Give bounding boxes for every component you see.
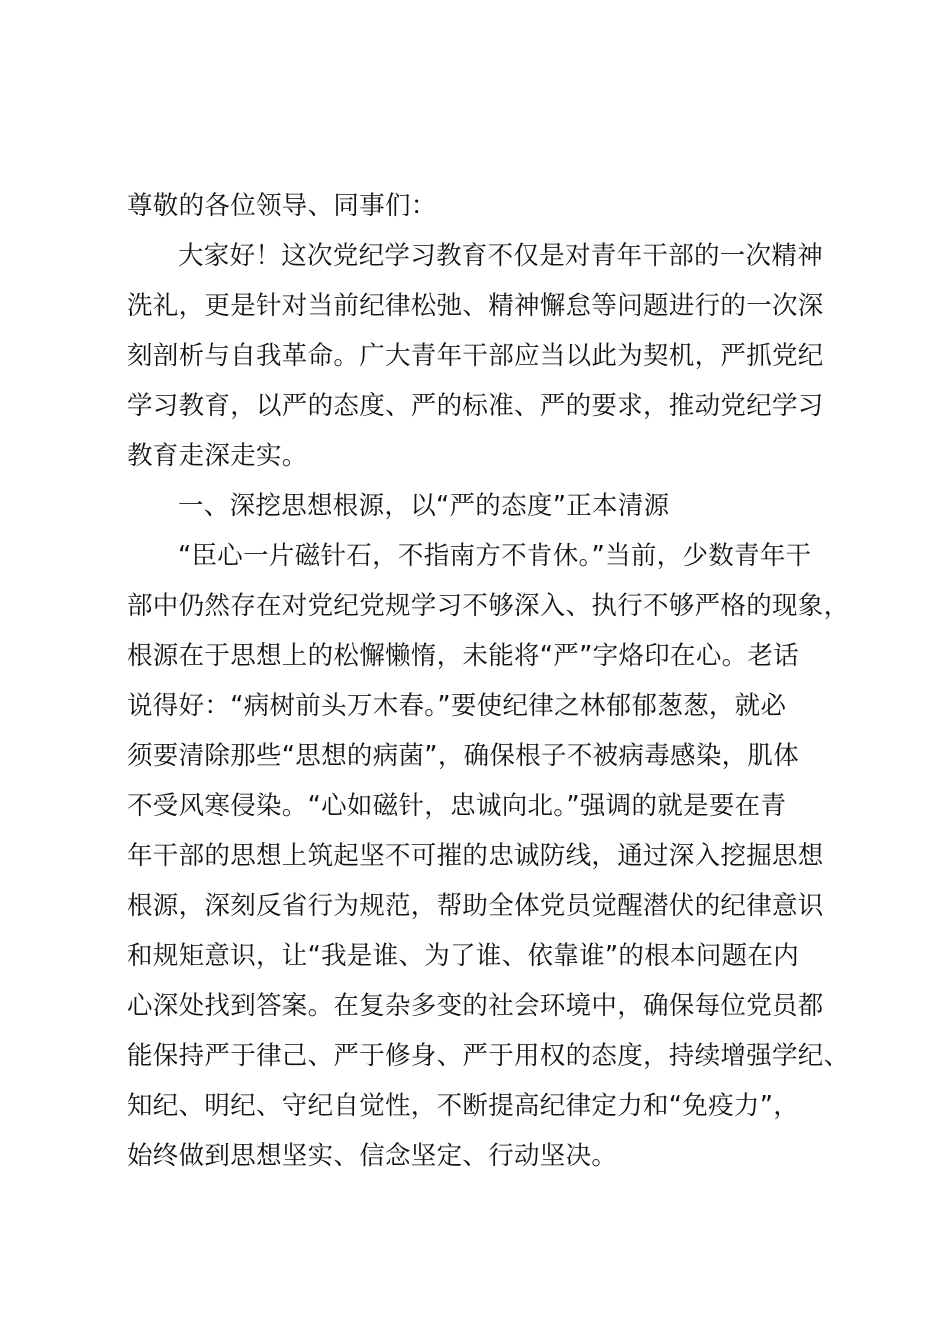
intro-line: 教育走深走实。 <box>127 441 308 471</box>
intro-line: 大家好！这次党纪学习教育不仅是对青年干部的一次精神 <box>178 241 824 271</box>
section-line: 须要清除那些“思想的病菌”，确保根子不被病毒感染，肌体 <box>127 741 800 771</box>
section-line: 根源，深刻反省行为规范，帮助全体党员觉醒潜伏的纪律意识 <box>127 891 824 921</box>
section-line: 根源在于思想上的松懈懒惰，未能将“严”字烙印在心。老话 <box>127 641 800 671</box>
section-line: 知纪、明纪、守纪自觉性，不断提高纪律定力和“免疫力”， <box>127 1091 800 1121</box>
intro-line: 洗礼，更是针对当前纪律松弛、精神懈怠等问题进行的一次深 <box>127 291 824 321</box>
salutation: 尊敬的各位领导、同事们： <box>127 191 437 221</box>
section-line: 说得好：“病树前头万木春。”要使纪律之林郁郁葱葱，就必 <box>127 691 787 721</box>
section-line: 不受风寒侵染。“心如磁针，忠诚向北。”强调的就是要在青 <box>127 791 787 821</box>
section-line: 和规矩意识，让“我是谁、为了谁、依靠谁”的根本问题在内 <box>127 941 800 971</box>
section-heading: 一、深挖思想根源，以“严的态度”正本清源 <box>178 491 670 521</box>
section-line: 部中仍然存在对党纪党规学习不够深入、执行不够严格的现象， <box>127 591 850 621</box>
section-line: 始终做到思想坚实、信念坚定、行动坚决。 <box>127 1141 618 1171</box>
section-line: “臣心一片磁针石，不指南方不肯休。”当前，少数青年干 <box>178 541 812 571</box>
intro-line: 学习教育，以严的态度、严的标准、严的要求，推动党纪学习 <box>127 391 824 421</box>
intro-line: 刻剖析与自我革命。广大青年干部应当以此为契机，严抓党纪 <box>127 341 824 371</box>
section-line: 能保持严于律己、严于修身、严于用权的态度，持续增强学纪、 <box>127 1041 850 1071</box>
section-line: 心深处找到答案。在复杂多变的社会环境中，确保每位党员都 <box>127 991 824 1021</box>
section-line: 年干部的思想上筑起坚不可摧的忠诚防线，通过深入挖掘思想 <box>127 841 824 871</box>
document-body <box>127 181 850 1181</box>
